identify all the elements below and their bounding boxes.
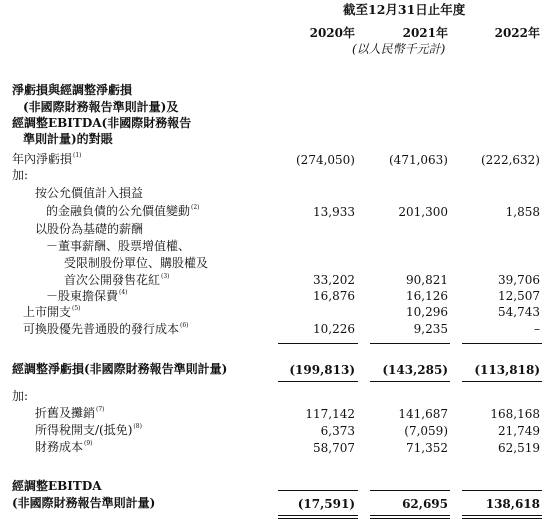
adjusted-net-loss-2021: (143,285) — [382, 363, 448, 377]
depreciation-label: 折舊及攤銷$^{(7)}$ — [35, 406, 105, 420]
income-tax-2022: 21,749 — [498, 424, 540, 438]
adjusted-net-loss-underline-2022 — [462, 381, 542, 382]
section-title-line1: 淨虧損與經調整淨虧損 — [12, 83, 133, 97]
adjusted-net-loss-2020: (199,813) — [289, 363, 355, 377]
year-header-2020: 2020年 — [309, 26, 355, 40]
net-loss-2022: (222,632) — [481, 153, 540, 167]
add-label-2: 加: — [12, 389, 29, 403]
ebitda-top-rule-2021 — [370, 490, 450, 491]
ebitda-double-rule-b-2021 — [370, 518, 450, 519]
directors-2020: 33,202 — [313, 273, 355, 287]
ebitda-double-rule-a-2021 — [370, 515, 450, 516]
fair-value-2021: 201,300 — [398, 205, 448, 219]
net-loss-label: 年內淨虧損$^{(1)}$ — [12, 152, 82, 166]
add-label: 加: — [12, 168, 29, 182]
fair-value-label-line2: 的金融負債的公允價值變動$^{(2)}$ — [46, 204, 200, 218]
adjusted-ebitda-label-line2: (非國際財務報告準則計量) — [12, 496, 156, 510]
directors-label-line2: 受限制股份單位、購股權及 — [64, 256, 209, 270]
ebitda-double-rule-a-2020 — [278, 515, 358, 516]
ebitda-double-rule-a-2022 — [462, 515, 542, 516]
net-loss-2020: (274,050) — [296, 153, 355, 167]
ebitda-top-rule-2022 — [462, 490, 542, 491]
finance-costs-label: 財務成本$^{(9)}$ — [35, 440, 93, 454]
finance-costs-2020: 58,707 — [313, 441, 355, 455]
shareholder-guarantee-2021: 16,126 — [406, 289, 448, 303]
adjusted-ebitda-2021: 62,695 — [402, 497, 448, 511]
unit-header: (以人民幣千元計) — [352, 42, 446, 56]
share-comp-label: 以股份為基礎的薪酬 — [35, 222, 144, 236]
depreciation-2021: 141,687 — [398, 407, 448, 421]
year-header-2022: 2022年 — [494, 26, 540, 40]
income-tax-2020: 6,373 — [320, 424, 355, 438]
directors-2022: 39,706 — [498, 273, 540, 287]
ebitda-double-rule-b-2022 — [462, 518, 542, 519]
convertible-costs-2022: – — [534, 322, 540, 336]
listing-expenses-2021: 10,296 — [406, 305, 448, 319]
adjusted-net-loss-underline-2021 — [370, 381, 450, 382]
year-header-2021: 2021年 — [402, 26, 448, 40]
subtotal-rule-2022 — [462, 343, 542, 344]
subtotal-rule-2020 — [278, 343, 358, 344]
section-title-line4: 準則計量)的對賬 — [23, 132, 113, 146]
convertible-costs-2020: 10,226 — [313, 322, 355, 336]
shareholder-guarantee-label: －股東擔保費$^{(4)}$ — [46, 289, 128, 303]
income-tax-2021: (7,059) — [404, 424, 448, 438]
shareholder-guarantee-2020: 16,876 — [313, 289, 355, 303]
adjusted-net-loss-2022: (113,818) — [474, 363, 540, 377]
listing-expenses-2022: 54,743 — [498, 305, 540, 319]
fair-value-2022: 1,858 — [505, 205, 540, 219]
adjusted-ebitda-2020: (17,591) — [297, 497, 355, 511]
ebitda-double-rule-b-2020 — [278, 518, 358, 519]
net-loss-2021: (471,063) — [389, 153, 448, 167]
directors-label-line3: 首次公開發售花紅$^{(3)}$ — [64, 273, 170, 287]
directors-2021: 90,821 — [406, 273, 448, 287]
convertible-costs-2021: 9,235 — [413, 322, 448, 336]
directors-label-line1: －董事薪酬、股票增值權、 — [46, 239, 191, 253]
depreciation-2022: 168,168 — [490, 407, 540, 421]
income-tax-label: 所得稅開支/(抵免)$^{(8)}$ — [35, 423, 142, 437]
finance-costs-2021: 71,352 — [406, 441, 448, 455]
convertible-costs-label: 可換股優先普通股的發行成本$^{(6)}$ — [23, 322, 189, 336]
ebitda-top-rule-2020 — [278, 490, 358, 491]
shareholder-guarantee-2022: 12,507 — [498, 289, 540, 303]
adjusted-ebitda-label-line1: 經調整EBITDA — [12, 479, 102, 493]
fair-value-label-line1: 按公允價值計入損益 — [35, 186, 144, 200]
adjusted-ebitda-2022: 138,618 — [485, 497, 540, 511]
section-title-line3: 經調整EBITDA(非國際財務報告 — [12, 116, 192, 130]
fair-value-2020: 13,933 — [313, 205, 355, 219]
period-header: 截至12月31日止年度 — [343, 2, 466, 17]
section-title-line2: (非國際財務報告準則計量)及 — [23, 100, 179, 114]
adjusted-net-loss-underline-2020 — [278, 381, 358, 382]
adjusted-net-loss-label: 經調整淨虧損(非國際財務報告準則計量) — [12, 362, 228, 376]
depreciation-2020: 117,142 — [305, 407, 355, 421]
listing-expenses-label: 上市開支$^{(5)}$ — [23, 305, 81, 319]
subtotal-rule-2021 — [370, 343, 450, 344]
finance-costs-2022: 62,519 — [498, 441, 540, 455]
